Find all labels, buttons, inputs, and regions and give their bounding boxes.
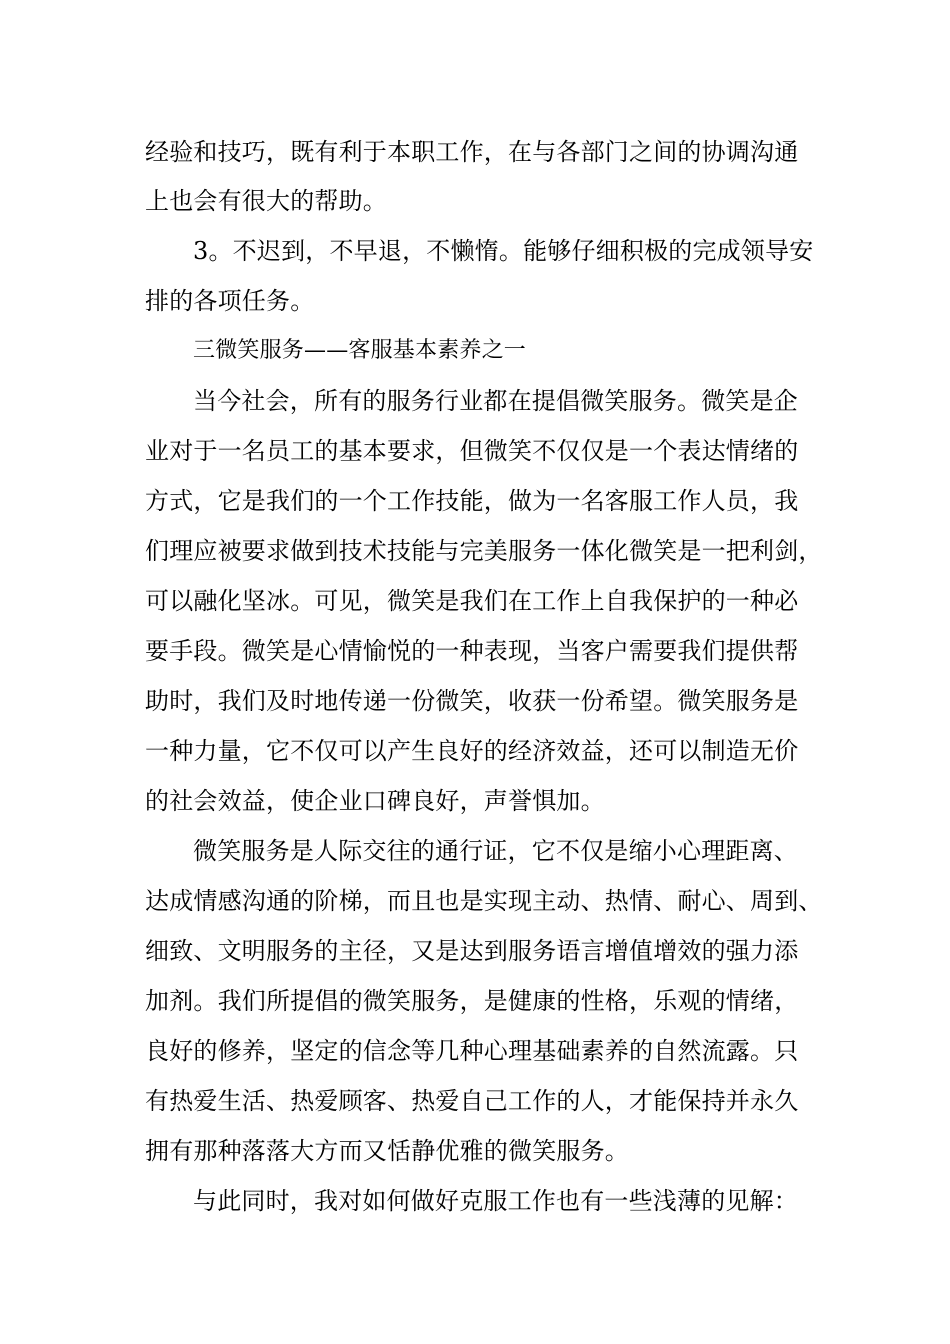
text-line: 要手段。微笑是心情愉悦的一种表现，当客户需要我们提供帮 bbox=[145, 637, 799, 665]
text-line: 微笑服务是人际交往的通行证，它不仅是缩小心理距离、 bbox=[193, 837, 798, 865]
text-line: 业对于一名员工的基本要求，但微笑不仅仅是一个表达情绪的 bbox=[145, 437, 799, 465]
text-line: 助时，我们及时地传递一份微笑，收获一份希望。微笑服务是 bbox=[145, 687, 799, 715]
text-line: 拥有那种落落大方而又恬静优雅的微笑服务。 bbox=[145, 1137, 629, 1165]
text-line: 有热爱生活、热爱顾客、热爱自己工作的人，才能保持并永久 bbox=[145, 1087, 799, 1115]
text-line: 一种力量，它不仅可以产生良好的经济效益，还可以制造无价 bbox=[145, 737, 799, 765]
text-line: 方式，它是我们的一个工作技能，做为一名客服工作人员，我 bbox=[145, 487, 799, 515]
text-line: 良好的修养，坚定的信念等几种心理基础素养的自然流露。只 bbox=[145, 1037, 799, 1065]
text-line: 们理应被要求做到技术技能与完美服务一体化微笑是一把利剑， bbox=[145, 537, 823, 565]
text-line: 经验和技巧，既有利于本职工作，在与各部门之间的协调沟通 bbox=[145, 138, 799, 166]
text-line: 细致、文明服务的主径，又是达到服务语言增值增效的强力添 bbox=[145, 937, 799, 965]
text-line: 加剂。我们所提倡的微笑服务，是健康的性格，乐观的情绪， bbox=[145, 987, 799, 1015]
text-line: 上也会有很大的帮助。 bbox=[145, 187, 387, 215]
text-line: 达成情感沟通的阶梯，而且也是实现主动、热情、耐心、周到、 bbox=[145, 887, 823, 915]
text-line: 与此同时，我对如何做好克服工作也有一些浅薄的见解： bbox=[193, 1187, 798, 1215]
text-line: 的社会效益，使企业口碑良好，声誉惧加。 bbox=[145, 787, 605, 815]
text-line: 当今社会，所有的服务行业都在提倡微笑服务。微笑是企 bbox=[193, 387, 798, 415]
text-line: 排的各项任务。 bbox=[145, 287, 315, 315]
text-line: 3。不迟到，不早退，不懒惰。能够仔细积极的完成领导安 bbox=[193, 237, 814, 265]
section-heading: 三微笑服务——客服基本素养之一 bbox=[193, 338, 527, 363]
text-line: 可以融化坚冰。可见，微笑是我们在工作上自我保护的一种必 bbox=[145, 587, 799, 615]
